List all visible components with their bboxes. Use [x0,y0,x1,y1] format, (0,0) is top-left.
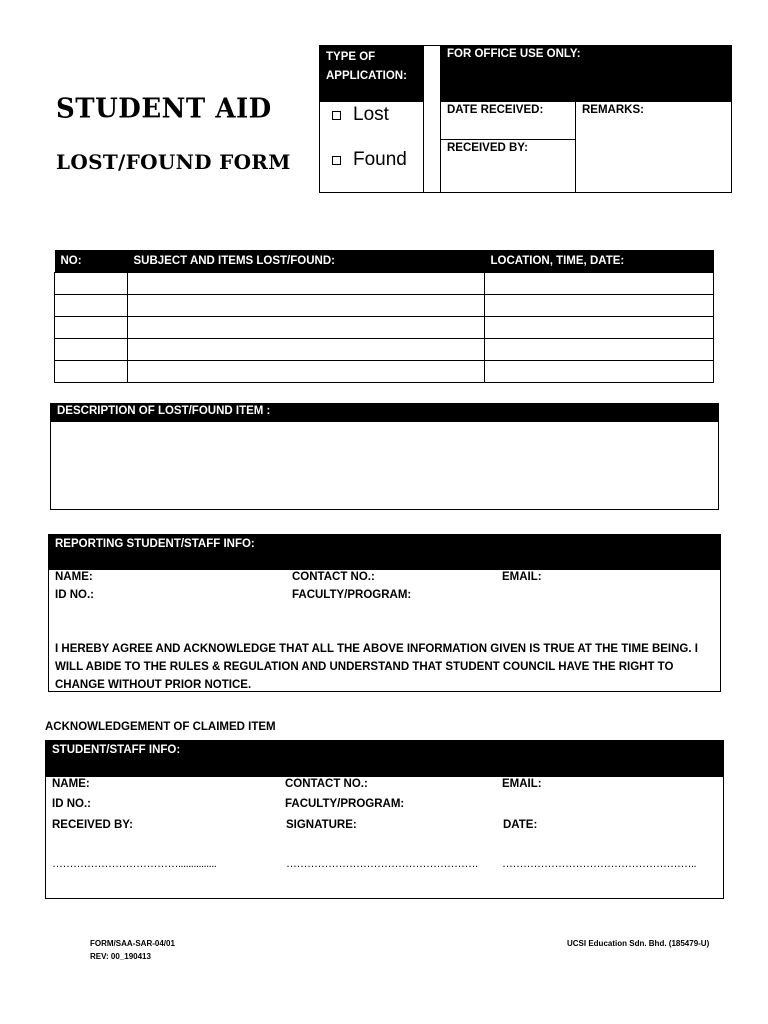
acknowledgement-header: STUDENT/STAFF INFO: [46,741,723,777]
table-row [55,273,714,295]
declaration-text: I HEREBY AGREE AND ACKNOWLEDGE THAT ALL THE ABOVE INFORMATION GIVEN IS TRUE AT THE TIME BEING. I WILL ABIDE TO THE RULES & REGULATION AND UNDERSTAND THAT STUDENT COUNCIL HAVE THE RIGHT TO CHANGE WITHOUT PRIOR NOTICE. [55,643,698,691]
column-no: NO: [55,250,128,273]
description-box [50,403,719,510]
ack-faculty-label: FACULTY/PROGRAM: [285,798,405,810]
acknowledgement-box [45,740,724,899]
faculty-label: FACULTY/PROGRAM: [292,589,412,601]
name-label: NAME: [55,571,93,583]
ack-id-label: ID NO.: [52,798,91,810]
description-header: DESCRIPTION OF LOST/FOUND ITEM : [51,404,718,422]
lost-option[interactable]: Lost [332,104,389,126]
found-option[interactable]: Found [332,149,407,171]
found-checkbox[interactable] [332,156,341,165]
ack-signature-label: SIGNATURE: [286,819,357,831]
type-of-application-header: TYPE OF APPLICATION: [320,46,423,102]
column-subject: SUBJECT AND ITEMS LOST/FOUND: [128,250,485,273]
contact-label: CONTACT NO.: [292,571,375,583]
application-box [319,45,732,193]
reporting-header: REPORTING STUDENT/STAFF INFO: [49,535,720,570]
acknowledgement-title: ACKNOWLEDGEMENT OF CLAIMED ITEM [45,721,276,733]
date-received-label: DATE RECEIVED: [447,104,544,116]
table-row [55,317,714,339]
company-name: UCSI Education Sdn. Bhd. (185479-U) [567,939,710,948]
received-by-line[interactable]: ………………………………............... [52,858,217,870]
id-label: ID NO.: [55,589,94,601]
received-by-label: RECEIVED BY: [447,142,528,154]
signature-line[interactable]: ………………………………………………. [286,858,478,870]
column-location: LOCATION, TIME, DATE: [485,250,714,273]
description-field[interactable] [51,422,718,508]
date-line[interactable]: ……………………………………………….. [502,858,697,870]
revision: REV: 00_190413 [90,952,151,961]
form-title: STUDENT AID [56,93,272,125]
lost-checkbox[interactable] [332,111,341,120]
items-table [54,250,714,383]
form-code: FORM/SAA-SAR-04/01 [90,939,175,948]
items-table-header [55,250,714,273]
table-row [55,339,714,361]
reporting-info-box [48,534,721,692]
ack-email-label: EMAIL: [502,778,542,790]
table-row [55,361,714,383]
table-row [55,295,714,317]
email-label: EMAIL: [502,571,542,583]
ack-name-label: NAME: [52,778,90,790]
ack-contact-label: CONTACT NO.: [285,778,368,790]
form-subtitle: LOST/FOUND FORM [56,150,291,174]
office-use-header: FOR OFFICE USE ONLY: [441,46,731,102]
remarks-label: REMARKS: [582,104,644,116]
ack-date-label: DATE: [503,819,538,831]
ack-received-by-label: RECEIVED BY: [52,819,133,831]
